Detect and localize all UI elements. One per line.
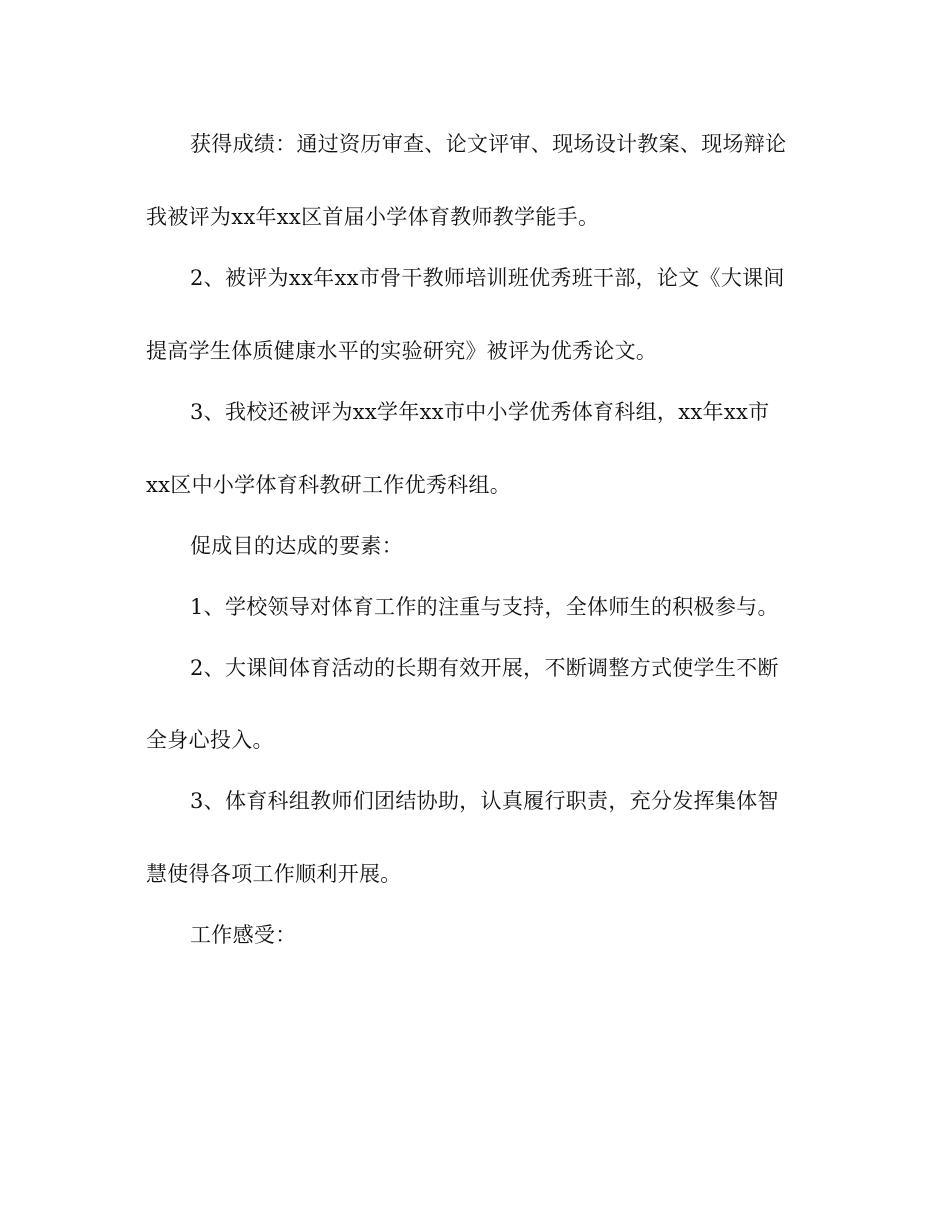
achievement-heading-line-cont: 我被评为xx年xx区首届小学体育教师教学能手。 bbox=[146, 205, 600, 229]
factor-item-3-line: 3、体育科组教师们团结协助，认真履行职责，充分发挥集体智 bbox=[190, 789, 779, 813]
achievement-item-2-line: 2、被评为xx年xx市骨干教师培训班优秀班干部，论文《大课间 bbox=[190, 266, 785, 290]
achievement-item-3-line: 3、我校还被评为xx学年xx市中小学优秀体育科组，xx年xx市 bbox=[190, 400, 770, 424]
achievement-item-2-line-cont: 提高学生体质健康水平的实验研究》被评为优秀论文。 bbox=[146, 339, 658, 363]
achievement-item-3-line-cont: xx区中小学体育科教研工作优秀科组。 bbox=[146, 473, 512, 497]
factor-item-2-line-cont: 全身心投入。 bbox=[146, 728, 274, 752]
factor-item-2-line: 2、大课间体育活动的长期有效开展，不断调整方式使学生不断 bbox=[190, 656, 779, 680]
factors-heading: 促成目的达成的要素： bbox=[190, 534, 403, 558]
factor-item-3-line-cont: 慧使得各项工作顺利开展。 bbox=[146, 862, 402, 886]
work-feelings-heading: 工作感受： bbox=[190, 923, 297, 947]
achievement-heading-line: 获得成绩：通过资历审查、论文评审、现场设计教案、现场辩论 bbox=[190, 132, 787, 156]
factor-item-1-line: 1、学校领导对体育工作的注重与支持，全体师生的积极参与。 bbox=[190, 595, 779, 619]
